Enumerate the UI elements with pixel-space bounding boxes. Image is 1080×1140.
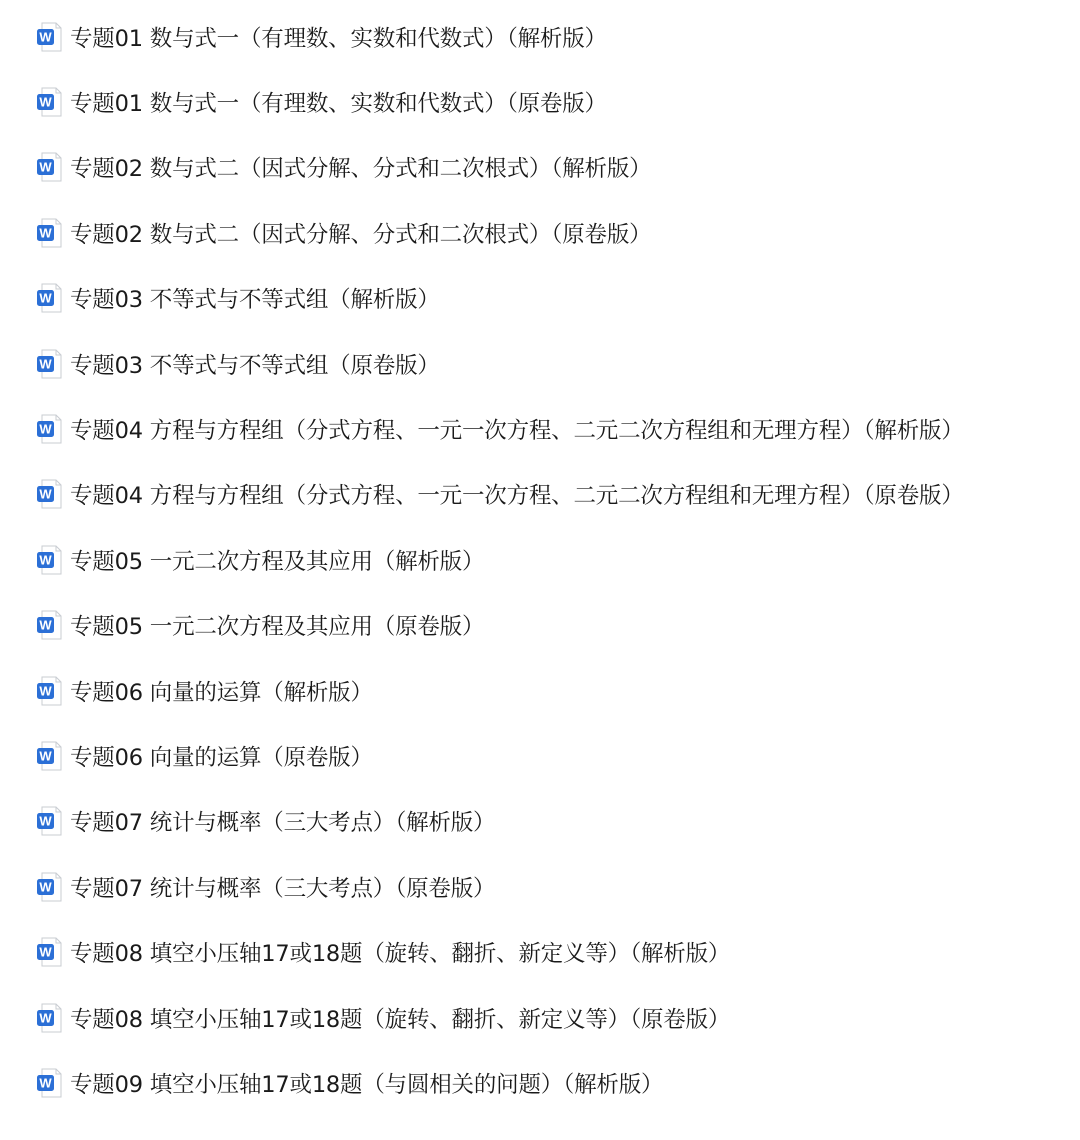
file-name: 专题09 填空小压轴17或18题（与圆相关的问题）（解析版）	[70, 1071, 664, 1098]
file-item[interactable]	[36, 854, 1066, 919]
file-name: 专题04 方程与方程组（分式方程、一元一次方程、二元二次方程组和无理方程）（解析版）	[70, 418, 964, 445]
word-doc-icon	[36, 1003, 62, 1033]
word-doc-icon	[36, 414, 62, 444]
file-name: 专题03 不等式与不等式组（解析版）	[70, 287, 440, 314]
svg-text:W: W	[39, 421, 52, 437]
file-name: 专题07 统计与概率（三大考点）（解析版）	[70, 810, 496, 837]
svg-text:W: W	[39, 1075, 52, 1091]
svg-text:W: W	[39, 29, 52, 45]
file-item[interactable]	[36, 331, 1066, 396]
word-doc-icon	[36, 1068, 62, 1098]
file-name: 专题01 数与式一（有理数、实数和代数式）（原卷版）	[70, 91, 607, 118]
word-doc-icon	[36, 676, 62, 706]
file-item[interactable]	[36, 593, 1066, 658]
file-item[interactable]	[36, 789, 1066, 854]
svg-text:W: W	[39, 94, 52, 110]
file-name: 专题08 填空小压轴17或18题（旋转、翻折、新定义等）（原卷版）	[70, 1006, 731, 1033]
file-item[interactable]	[36, 69, 1066, 134]
svg-text:W: W	[39, 617, 52, 633]
file-name: 专题07 统计与概率（三大考点）（原卷版）	[70, 875, 496, 902]
svg-text:W: W	[39, 683, 52, 699]
file-name: 专题04 方程与方程组（分式方程、一元一次方程、二元二次方程组和无理方程）（原卷版）	[70, 483, 964, 510]
file-item[interactable]	[36, 462, 1066, 527]
svg-text:W: W	[39, 748, 52, 764]
file-name: 专题01 数与式一（有理数、实数和代数式）（解析版）	[70, 25, 607, 52]
file-item[interactable]	[36, 1050, 1066, 1115]
file-name: 专题05 一元二次方程及其应用（原卷版）	[70, 614, 485, 641]
svg-text:W: W	[39, 160, 52, 176]
file-name: 专题08 填空小压轴17或18题（旋转、翻折、新定义等）（解析版）	[70, 941, 731, 968]
word-doc-icon	[36, 741, 62, 771]
word-doc-icon	[36, 937, 62, 967]
word-doc-icon	[36, 545, 62, 575]
svg-text:W: W	[39, 290, 52, 306]
svg-text:W: W	[39, 356, 52, 372]
word-doc-icon	[36, 872, 62, 902]
file-item[interactable]	[36, 135, 1066, 200]
svg-text:W: W	[39, 813, 52, 829]
file-item[interactable]	[36, 919, 1066, 984]
file-item[interactable]	[36, 723, 1066, 788]
word-doc-icon	[36, 610, 62, 640]
file-item[interactable]	[36, 4, 1066, 69]
svg-text:W: W	[39, 225, 52, 241]
file-item[interactable]	[36, 396, 1066, 461]
svg-text:W: W	[39, 879, 52, 895]
file-name: 专题02 数与式二（因式分解、分式和二次根式）（解析版）	[70, 156, 652, 183]
file-list	[36, 4, 1066, 1116]
file-item[interactable]	[36, 200, 1066, 265]
file-name: 专题06 向量的运算（原卷版）	[70, 744, 373, 771]
word-doc-icon	[36, 22, 62, 52]
word-doc-icon	[36, 349, 62, 379]
word-doc-icon	[36, 218, 62, 248]
word-doc-icon	[36, 152, 62, 182]
file-name: 专题02 数与式二（因式分解、分式和二次根式）（原卷版）	[70, 221, 652, 248]
file-item[interactable]	[36, 658, 1066, 723]
file-item[interactable]	[36, 985, 1066, 1050]
word-doc-icon	[36, 283, 62, 313]
svg-text:W: W	[39, 487, 52, 503]
word-doc-icon	[36, 806, 62, 836]
word-doc-icon	[36, 479, 62, 509]
file-name: 专题06 向量的运算（解析版）	[70, 679, 373, 706]
file-name: 专题05 一元二次方程及其应用（解析版）	[70, 548, 485, 575]
svg-text:W: W	[39, 944, 52, 960]
svg-text:W: W	[39, 552, 52, 568]
file-item[interactable]	[36, 527, 1066, 592]
svg-text:W: W	[39, 1010, 52, 1026]
file-item[interactable]	[36, 266, 1066, 331]
word-doc-icon	[36, 87, 62, 117]
file-name: 专题03 不等式与不等式组（原卷版）	[70, 352, 440, 379]
